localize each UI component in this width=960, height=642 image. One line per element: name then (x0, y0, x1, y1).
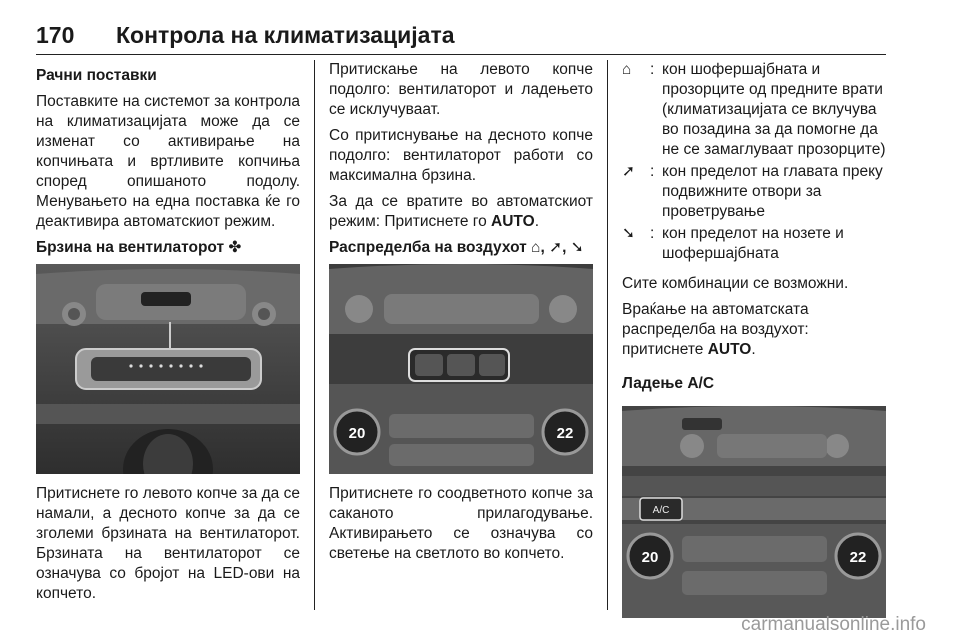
fan-speed-caption: Притиснете го левото копче за да се намали, а десното копче за да се зголеми брзината на вентилаторот. Брзината на вентилаторот се означува со бројот на LED-ови на копчето. (36, 485, 300, 602)
fan-icon: ✤ (228, 239, 242, 256)
fan-max-text: Со притиснување на десното копче подолго: вентилаторот работи со максимална брзина. (329, 127, 593, 184)
cooling-heading: Ладење A/C (622, 375, 715, 392)
temp-right-label: 22 (849, 549, 867, 566)
air-distribution-caption: Притиснете го соодветното копче за саканото прилагодување. Активирањето се означува со светење на светлото во копчето. (329, 485, 593, 562)
column-divider-2 (607, 60, 608, 610)
column-2 (329, 60, 593, 570)
air-distribution-heading: Распределба на воздухот ⌂, ➚, ➘ (329, 239, 584, 256)
foot-level-icon: ➘ (570, 239, 584, 256)
temp-left-label: 20 (641, 549, 659, 566)
watermark: carmanualsonline.info (741, 614, 926, 635)
foot-level-icon: ➘ (622, 225, 635, 242)
chapter-title: Контрола на климатизацијата (116, 22, 455, 48)
fan-off-text: Притискање на левото копче подолго: вентилаторот и ладењето се исклучуваат. (329, 61, 593, 118)
page-header (36, 22, 886, 55)
air-distribution-figure (329, 264, 593, 474)
auto-return-text: За да се вратите во автоматскиот режим: Притиснете го AUTO. (329, 193, 593, 230)
list-item: ➚ : кон пределот на главата преку подвижните отвори за проветрување (622, 163, 883, 220)
column-divider-1 (314, 60, 315, 610)
list-item: ⌂ : кон шофершајбната и прозорците од предните врати (климатизацијата се вклучува во позадина за да помогне да не се замаглуваат прозорците) (622, 61, 886, 158)
page-number: 170 (36, 22, 75, 48)
cooling-figure (622, 406, 886, 618)
temp-left-label: 20 (348, 425, 366, 442)
fan-speed-figure (36, 264, 300, 474)
list-item: ➘ : кон пределот на нозете и шофершајбната (622, 225, 844, 262)
fan-speed-heading: Брзина на вентилаторот ✤ (36, 239, 242, 256)
auto-label: AUTO (707, 341, 752, 358)
combinations-text: Сите комбинации се возможни. (622, 275, 849, 292)
head-level-icon: ➚ (622, 163, 635, 180)
column-3 (622, 60, 886, 628)
temp-right-label: 22 (556, 425, 574, 442)
windshield-icon: ⌂ (622, 61, 632, 78)
ac-label: A/C (652, 505, 670, 516)
column-1 (36, 60, 300, 610)
manual-settings-heading: Рачни поставки (36, 67, 157, 84)
manual-settings-text: Поставките на системот за контрола на климатизацијата може да се изменат со активирање на копчињата и вртливите копчиња според опишаното подолу. Менувањето на една поставка ќе го деактивира автоматскиот режим. (36, 93, 300, 230)
head-level-icon: ➚ (549, 239, 563, 256)
air-distribution-list (622, 60, 886, 264)
auto-label: AUTO (491, 213, 535, 230)
windshield-icon: ⌂ (531, 239, 541, 256)
auto-distribution-text: Враќање на автоматската распределба на воздухот: притиснете AUTO. (622, 301, 809, 358)
